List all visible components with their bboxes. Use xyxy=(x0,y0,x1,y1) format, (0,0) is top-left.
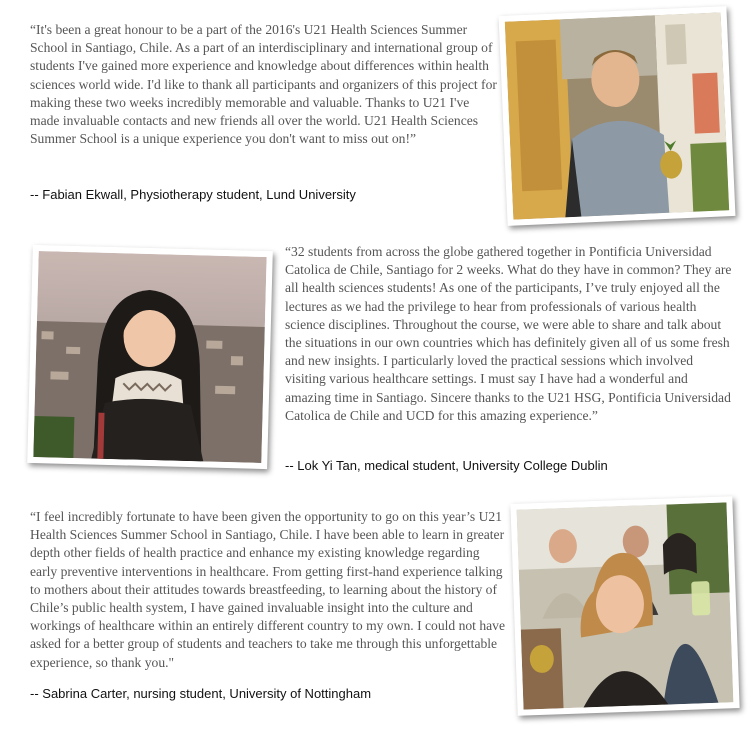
testimonial-author-fabian: -- Fabian Ekwall, Physiotherapy student, Lund University xyxy=(30,187,356,202)
photo-lok-yi-tan xyxy=(27,245,273,469)
testimonial-author-lok-yi-tan: -- Lok Yi Tan, medical student, University College Dublin xyxy=(285,458,608,473)
testimonial-quote-sabrina: “I feel incredibly fortunate to have been given the opportunity to go on this year’s U21 Health Sciences Summer School in Santiago, Chile. I have been able to learn in greater depth other fields of health practice and enhance my existing knowledge regarding early preventive interventions in healthcare. From getting first-hand experience talking to mothers about their attitudes towards breastfeeding, to learning about the history of Chile’s public health system, I have gained invaluable insight into the culture and workings of healthcare within an entirely different country to my own. I could not have asked for a better group of students and teachers to take me through this unforgettable experience, so thank you." xyxy=(30,509,506,670)
photo-sabrina-group xyxy=(510,496,739,716)
testimonial-quote-fabian: “It's been a great honour to be a part of the 2016's U21 Health Sciences Summer School in Santiago, Chile. As a part of an interdisciplinary and international group of students I've gained more experience and knowledge about differences within health sciences world wide. I'd like to thank all participants and organizers of this project for making these two weeks incredibly memorable and valuable. Thanks to U21 I've made invaluable contacts and new friends all over the world. U21 Health Sciences Summer School is a unique experience you don't want to miss out on!” xyxy=(30,22,497,147)
testimonial-author-sabrina: -- Sabrina Carter, nursing student, University of Nottingham xyxy=(30,686,372,701)
photo-fabian xyxy=(499,6,736,226)
testimonial-quote-lok-yi-tan: “32 students from across the globe gathered together in Pontificia Universidad Catolica de Chile, Santiago for 2 weeks. What do they have in common? They are all health sciences students! As one of the participants, I’ve truly enjoyed all the lectures as we had the privilege to hear from professionals of various health science disciplines. Throughout the course, we were able to share and talk about the situations in our own countries which has definitely given all of us some fresh and new insights. I particularly loved the practical sessions which involved visiting various healthcare settings. I must say I have had a wonderful and amazing time in Santiago. Sincere thanks to the U21 HSG, Pontificia Universidad Catolica de Chile and UCD for this amazing experience.” xyxy=(285,244,732,423)
